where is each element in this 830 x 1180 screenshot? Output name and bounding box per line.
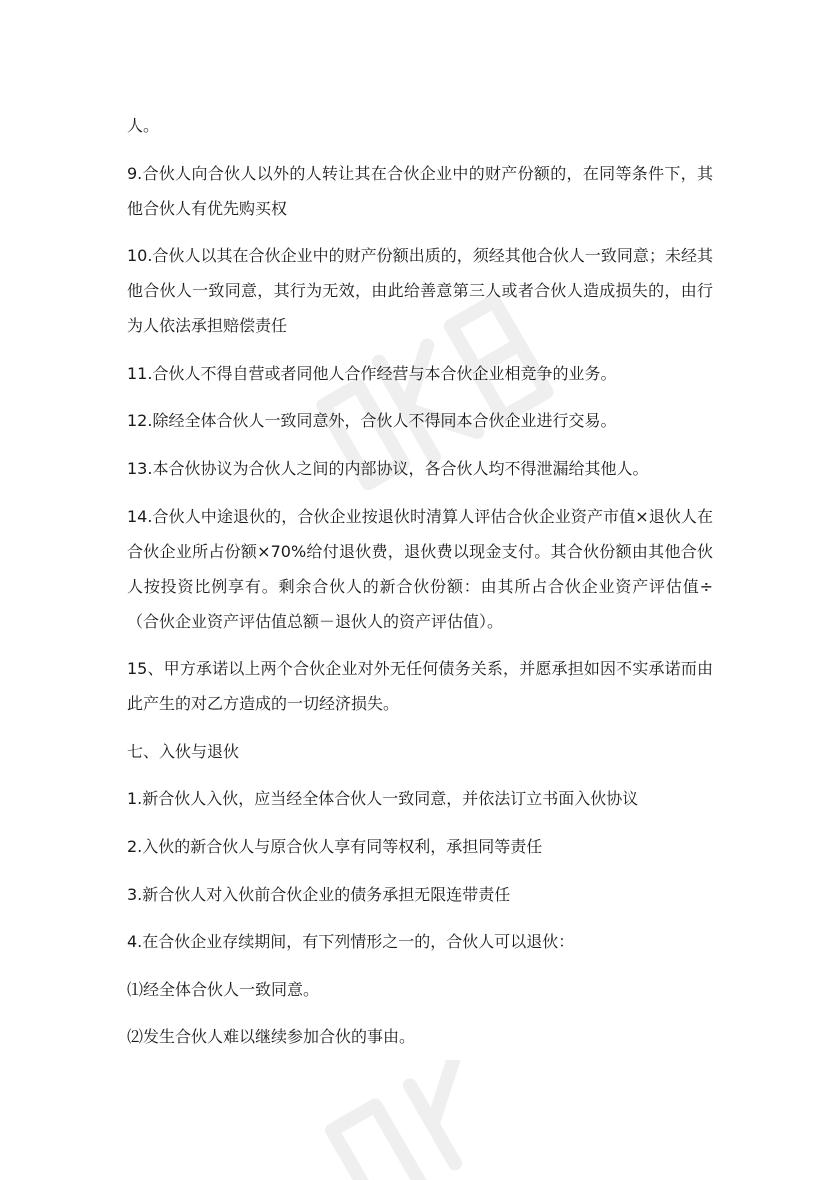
paragraph: 1.新合伙人入伙，应当经全体合伙人一致同意，并依法订立书面入伙协议: [127, 789, 639, 809]
paragraph: 2.入伙的新合伙人与原合伙人享有同等权利，承担同等责任: [127, 836, 543, 856]
watermark-graphic-bottom: [300, 1060, 560, 1180]
paragraph: 人。: [127, 116, 160, 135]
paragraph: 4.在合伙企业存续期间，有下列情形之一的，合伙人可以退伙：: [127, 932, 575, 952]
paragraph: ⑵发生合伙人难以继续参加合伙的事由。: [127, 1027, 416, 1047]
document-body: [127, 108, 713, 1067]
paragraph: 15、甲方承诺以上两个合伙企业对外无任何债务关系，并愿承担如因不实承诺而由此产生的对乙方造成的一切经济损失。: [127, 659, 713, 714]
paragraph: ⑴经全体合伙人一致同意。: [127, 979, 320, 999]
paragraph: 13.本合伙协议为合伙人之间的内部协议，各合伙人均不得泄漏给其他人。: [127, 458, 649, 478]
paragraph: 14.合伙人中途退伙的，合伙企业按退伙时清算人评估合伙企业资产市值×退伙人在合伙企业所占份额×70%给付退伙费，退伙费以现金支付。其合伙份额由其他合伙人按投资比例享有。剩余合伙人的新合伙份额：由其所占合伙企业资产评估值÷（合伙企业资产评估值总额－退伙人的资产评估值）。: [127, 506, 713, 631]
paragraph: 9.合伙人向合伙人以外的人转让其在合伙企业中的财产份额的，在同等条件下，其他合伙人有优先购买权: [127, 163, 713, 218]
paragraph: 10.合伙人以其在合伙企业中的财产份额出质的，须经其他合伙人一致同意；未经其他合伙人一致同意，其行为无效，由此给善意第三人或者合伙人造成损失的，由行为人依法承担赔偿责任: [127, 246, 713, 336]
paragraph: 12.除经全体合伙人一致同意外，合伙人不得同本合伙企业进行交易。: [127, 411, 617, 431]
paragraph: 3.新合伙人对入伙前合伙企业的债务承担无限连带责任: [127, 884, 511, 904]
paragraph: 11.合伙人不得自营或者同他人合作经营与本合伙企业相竞争的业务。: [127, 363, 617, 383]
section-heading: 七、入伙与退伙: [127, 741, 240, 761]
